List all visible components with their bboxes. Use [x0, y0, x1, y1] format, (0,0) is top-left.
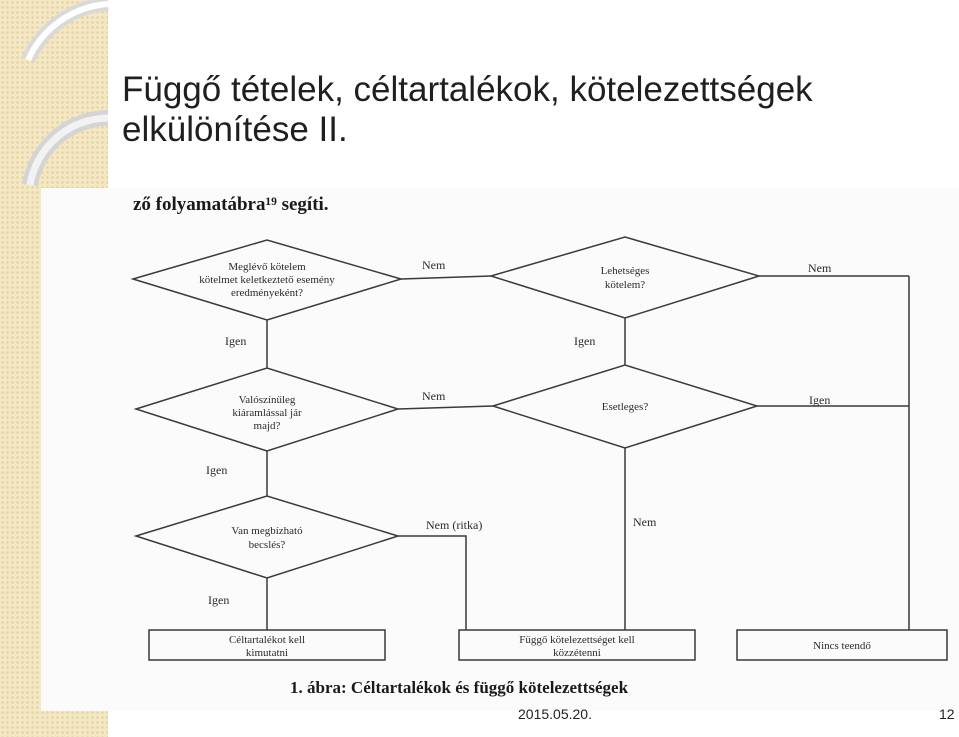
slide-title-line-1: Függő tételek, céltartalékok, kötelezettségek	[122, 70, 813, 109]
decision-diamond-2	[491, 237, 759, 318]
label-d1-no: Nem	[422, 258, 446, 272]
d2-text-2: kötelem?	[604, 279, 646, 291]
slide-title-line-2: elkülönítése II.	[122, 110, 348, 149]
d2-text-1: Lehetséges	[600, 265, 650, 277]
slide-title	[122, 70, 922, 150]
d5-text-2: becslés?	[248, 539, 286, 551]
d3-text-3: majd?	[253, 420, 281, 432]
label-d5-yes: Igen	[208, 593, 230, 607]
d1-text-3: eredményeként?	[230, 287, 304, 299]
edge-d3-d4	[398, 406, 493, 409]
scanned-flowchart-image	[41, 188, 959, 711]
d3-text-1: Valószínűleg	[238, 394, 296, 406]
label-d4-no: Nem	[633, 515, 657, 529]
o2-text-2: közzétenni	[553, 647, 601, 659]
intro-text: ző folyamatábra¹⁹ segíti.	[133, 194, 329, 215]
edge-d1-d2	[401, 276, 491, 279]
decision-diamond-5	[136, 496, 398, 578]
o1-text-2: kimutatni	[245, 647, 289, 659]
o2-text-1: Függő kötelezettséget kell	[519, 634, 635, 646]
edge-d5-o2	[398, 536, 466, 630]
label-d1-yes: Igen	[225, 334, 247, 348]
page-number: 12	[939, 706, 955, 722]
label-d5-no: Nem (ritka)	[426, 518, 483, 532]
d4-text-1: Esetleges?	[601, 401, 649, 413]
flowchart	[41, 188, 959, 711]
label-d2-yes: Igen	[574, 334, 596, 348]
figure-caption: 1. ábra: Céltartalékok és függő kötelezettségek	[290, 678, 629, 697]
d1-text-2: kötelmet keletkeztető esemény	[199, 274, 335, 286]
label-d2-no: Nem	[808, 261, 832, 275]
d1-text-1: Meglévő kötelem	[228, 261, 306, 273]
o3-text-1: Nincs teendő	[813, 640, 871, 652]
d5-text-1: Van megbízható	[231, 525, 303, 537]
d3-text-2: kiáramlással jár	[232, 407, 302, 419]
footer-date: 2015.05.20.	[518, 706, 592, 722]
label-d3-yes: Igen	[206, 463, 228, 477]
label-d4-yes: Igen	[809, 393, 831, 407]
o1-text-1: Céltartalékot kell	[228, 634, 306, 646]
label-d3-no: Nem	[422, 389, 446, 403]
